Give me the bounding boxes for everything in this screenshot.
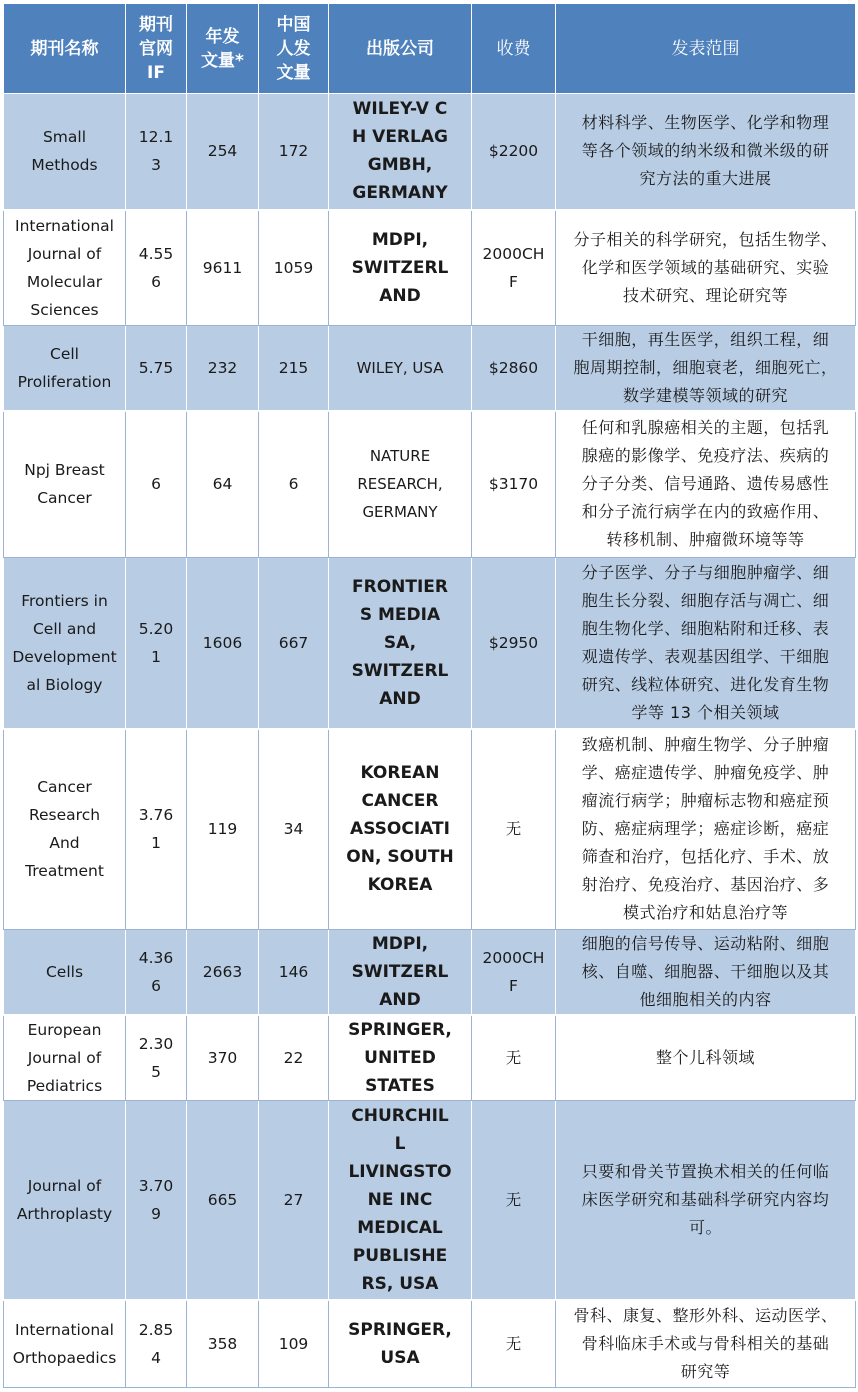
cell-impact-factor xyxy=(126,929,187,1015)
cell-scope xyxy=(556,326,856,412)
header-text: 中国 人发 文量 xyxy=(276,14,311,83)
cell-china-articles-text: 6 xyxy=(288,475,299,494)
cell-scope xyxy=(556,411,856,557)
table-row xyxy=(4,326,856,412)
cell-fee xyxy=(472,326,556,412)
cell-china-articles-text: 22 xyxy=(283,1049,304,1067)
cell-publisher xyxy=(329,929,472,1015)
table-row xyxy=(4,210,856,326)
cell-journal-name-text: Npj Breast Cancer xyxy=(24,461,105,508)
cell-journal-name-text: Cell Proliferation xyxy=(17,345,112,391)
cell-china-articles xyxy=(259,94,329,210)
cell-china-articles-text: 1059 xyxy=(273,258,314,277)
cell-fee xyxy=(472,94,556,210)
header-text: 期刊名称 xyxy=(30,38,99,59)
cell-impact-factor xyxy=(126,1015,187,1101)
cell-scope xyxy=(556,557,856,729)
cell-publisher xyxy=(329,411,472,557)
cell-publisher xyxy=(329,1101,472,1300)
header-text: 发表范围 xyxy=(671,38,740,59)
cell-journal-name xyxy=(4,1015,126,1101)
cell-impact-factor xyxy=(126,326,187,412)
cell-scope-text: 细胞的信号传导、运动粘附、细胞 核、自噬、细胞器、干细胞以及其 他细胞相关的内容 xyxy=(581,933,830,1009)
cell-journal-name-text: International Orthopaedics xyxy=(12,1320,117,1367)
cell-china-articles-text: 667 xyxy=(278,633,309,652)
cell-impact-factor-text: 2.85 4 xyxy=(138,1320,174,1367)
cell-scope xyxy=(556,1101,856,1300)
cell-scope xyxy=(556,729,856,929)
cell-impact-factor xyxy=(126,557,187,729)
cell-impact-factor-text: 6 xyxy=(151,475,161,494)
cell-china-articles xyxy=(259,1015,329,1101)
cell-impact-factor-text: 2.30 5 xyxy=(138,1035,174,1081)
cell-publisher xyxy=(329,557,472,729)
cell-annual-articles xyxy=(187,411,259,557)
header-text: 年发 文量* xyxy=(201,26,244,71)
journal-table xyxy=(3,3,856,1388)
table-body xyxy=(4,94,856,1388)
cell-china-articles xyxy=(259,729,329,929)
cell-china-articles-text: 172 xyxy=(278,142,309,161)
cell-journal-name-text: Cancer Research And Treatment xyxy=(25,778,104,881)
cell-publisher xyxy=(329,1015,472,1101)
cell-scope-text: 分子相关的科学研究，包括生物学、 化学和医学领域的基础研究、实验 技术研究、理论研究等 xyxy=(573,229,838,305)
cell-journal-name-text: European Journal of Pediatrics xyxy=(26,1021,103,1095)
header-journal-name xyxy=(4,4,126,94)
cell-publisher-text: NATURE RESEARCH, GERMANY xyxy=(357,447,443,522)
cell-impact-factor-text: 3.76 1 xyxy=(138,806,174,853)
cell-impact-factor-text: 5.20 1 xyxy=(138,619,174,666)
cell-impact-factor xyxy=(126,1101,187,1300)
header-text: 收费 xyxy=(496,38,531,59)
cell-annual-articles xyxy=(187,326,259,412)
cell-impact-factor-text: 4.55 6 xyxy=(138,244,174,291)
cell-scope-text: 整个儿科领域 xyxy=(655,1048,755,1067)
cell-annual-articles-text: 358 xyxy=(207,1334,238,1353)
cell-annual-articles-text: 64 xyxy=(212,475,233,494)
cell-impact-factor-text: 3.70 9 xyxy=(138,1176,174,1223)
cell-publisher-text: SPRINGER, USA xyxy=(348,1319,452,1368)
cell-journal-name xyxy=(4,729,126,929)
cell-journal-name xyxy=(4,1101,126,1300)
cell-scope xyxy=(556,1300,856,1388)
cell-china-articles xyxy=(259,557,329,729)
cell-fee-text: 无 xyxy=(505,1190,522,1209)
cell-scope xyxy=(556,1015,856,1101)
header-annual-articles xyxy=(187,4,259,94)
cell-annual-articles xyxy=(187,1101,259,1300)
table-row xyxy=(4,1101,856,1300)
cell-fee xyxy=(472,729,556,929)
cell-publisher-text: FRONTIER S MEDIA SA, SWITZERL AND xyxy=(351,576,449,709)
cell-scope-text: 分子医学、分子与细胞肿瘤学、细 胞生长分裂、细胞存活与凋亡、细 胞生物化学、细胞粘附和迁移、表 观遗传学、表观基因组学、干细胞 研究、线粒体研究、进化发育生物 学等 13 个相关领域 xyxy=(581,562,830,722)
cell-publisher xyxy=(329,1300,472,1388)
cell-china-articles xyxy=(259,1300,329,1388)
cell-china-articles xyxy=(259,929,329,1015)
cell-fee-text: $2860 xyxy=(488,359,539,377)
cell-fee xyxy=(472,411,556,557)
cell-publisher-text: MDPI, SWITZERL AND xyxy=(351,229,449,306)
cell-annual-articles-text: 119 xyxy=(207,820,238,839)
cell-china-articles-text: 109 xyxy=(278,1334,309,1353)
cell-fee-text: $2950 xyxy=(488,633,539,652)
header-text: 期刊 官网 IF xyxy=(139,14,173,83)
header-publisher xyxy=(329,4,472,94)
cell-publisher xyxy=(329,210,472,326)
cell-fee-text: 无 xyxy=(505,1334,522,1353)
cell-annual-articles xyxy=(187,729,259,929)
cell-china-articles-text: 215 xyxy=(278,359,309,377)
cell-fee xyxy=(472,1015,556,1101)
header-impact-factor xyxy=(126,4,187,94)
cell-china-articles-text: 27 xyxy=(283,1190,304,1209)
cell-china-articles xyxy=(259,1101,329,1300)
cell-annual-articles-text: 2663 xyxy=(202,962,243,981)
cell-scope-text: 致癌机制、肿瘤生物学、分子肿瘤 学、癌症遗传学、肿瘤免疫学、肿 瘤流行病学；肿瘤标志物和癌症预 防、癌症病理学；癌症诊断，癌症 筛查和治疗，包括化疗、手术、放 射治疗、免疫治疗、基因治疗、多 模式治疗和姑息治疗等 xyxy=(581,735,830,923)
cell-scope-text: 骨科、康复、整形外科、运动医学、 骨科临床手术或与骨科相关的基础 研究等 xyxy=(573,1305,838,1381)
cell-journal-name xyxy=(4,326,126,412)
cell-journal-name-text: Cells xyxy=(45,962,84,981)
cell-journal-name xyxy=(4,557,126,729)
cell-scope xyxy=(556,929,856,1015)
cell-journal-name xyxy=(4,411,126,557)
table-row xyxy=(4,1015,856,1101)
cell-journal-name-text: Journal of Arthroplasty xyxy=(16,1176,113,1223)
cell-fee-text: 2000CH F xyxy=(482,244,545,291)
table-row xyxy=(4,1300,856,1388)
cell-publisher xyxy=(329,326,472,412)
cell-fee xyxy=(472,557,556,729)
cell-fee xyxy=(472,1101,556,1300)
cell-scope xyxy=(556,210,856,326)
table-row xyxy=(4,411,856,557)
cell-annual-articles xyxy=(187,210,259,326)
cell-fee xyxy=(472,929,556,1015)
cell-publisher-text: SPRINGER, UNITED STATES xyxy=(348,1020,452,1096)
cell-publisher xyxy=(329,94,472,210)
header-fee xyxy=(472,4,556,94)
header-row xyxy=(4,4,856,94)
cell-fee-text: 2000CH F xyxy=(482,948,545,995)
cell-china-articles xyxy=(259,210,329,326)
cell-publisher-text: KOREAN CANCER ASSOCIATI ON, SOUTH KOREA xyxy=(346,763,454,896)
cell-annual-articles-text: 232 xyxy=(207,359,238,377)
cell-fee xyxy=(472,1300,556,1388)
header-china-articles xyxy=(259,4,329,94)
table-row xyxy=(4,729,856,929)
cell-impact-factor-text: 5.75 xyxy=(138,359,174,377)
cell-china-articles-text: 146 xyxy=(278,962,309,981)
cell-journal-name xyxy=(4,929,126,1015)
cell-publisher-text: WILEY, USA xyxy=(356,359,444,377)
cell-annual-articles-text: 665 xyxy=(207,1190,238,1209)
table-row xyxy=(4,94,856,210)
cell-annual-articles xyxy=(187,929,259,1015)
cell-journal-name-text: Small Methods xyxy=(31,128,98,175)
table-row xyxy=(4,929,856,1015)
cell-journal-name xyxy=(4,94,126,210)
cell-publisher-text: MDPI, SWITZERL AND xyxy=(351,933,449,1010)
cell-scope-text: 材料科学、生物医学、化学和物理 等各个领域的纳米级和微米级的研 究方法的重大进展 xyxy=(581,113,830,189)
table-row xyxy=(4,557,856,729)
cell-journal-name xyxy=(4,1300,126,1388)
cell-impact-factor xyxy=(126,1300,187,1388)
cell-impact-factor xyxy=(126,210,187,326)
cell-annual-articles-text: 370 xyxy=(207,1049,238,1067)
cell-scope-text: 任何和乳腺癌相关的主题，包括乳 腺癌的影像学、免疫疗法、疾病的 分子分类、信号通路、遗传易感性 和分子流行病学在内的致癌作用、 转移机制、肿瘤微环境等等 xyxy=(581,418,830,550)
cell-impact-factor-text: 12.1 3 xyxy=(138,128,174,175)
cell-journal-name-text: Frontiers in Cell and Development al Biology xyxy=(12,591,117,694)
cell-annual-articles xyxy=(187,1015,259,1101)
cell-china-articles xyxy=(259,411,329,557)
cell-fee-text: $3170 xyxy=(488,475,539,494)
cell-publisher-text: WILEY-V C H VERLAG GMBH, GERMANY xyxy=(352,99,448,204)
cell-annual-articles xyxy=(187,1300,259,1388)
cell-scope xyxy=(556,94,856,210)
cell-impact-factor xyxy=(126,94,187,210)
cell-china-articles-text: 34 xyxy=(283,820,304,839)
cell-china-articles xyxy=(259,326,329,412)
cell-fee xyxy=(472,210,556,326)
header-scope xyxy=(556,4,856,94)
cell-fee-text: 无 xyxy=(505,820,522,839)
cell-publisher-text: CHURCHIL L LIVINGSTO NE INC MEDICAL PUBLISHE RS, USA xyxy=(348,1105,452,1294)
cell-annual-articles xyxy=(187,94,259,210)
cell-annual-articles-text: 254 xyxy=(207,142,238,161)
cell-fee-text: $2200 xyxy=(488,142,539,161)
cell-publisher xyxy=(329,729,472,929)
cell-scope-text: 干细胞，再生医学，组织工程，细 胞周期控制，细胞衰老，细胞死亡， 数学建模等领域的研究 xyxy=(573,330,838,405)
cell-impact-factor-text: 4.36 6 xyxy=(138,948,174,995)
cell-annual-articles-text: 9611 xyxy=(202,258,243,277)
cell-journal-name xyxy=(4,210,126,326)
cell-fee-text: 无 xyxy=(505,1049,522,1067)
header-text: 出版公司 xyxy=(366,38,434,59)
cell-impact-factor xyxy=(126,729,187,929)
cell-annual-articles xyxy=(187,557,259,729)
cell-scope-text: 只要和骨关节置换术相关的任何临 床医学研究和基础科学研究内容均 可。 xyxy=(581,1161,830,1237)
cell-impact-factor xyxy=(126,411,187,557)
cell-annual-articles-text: 1606 xyxy=(202,633,243,652)
cell-journal-name-text: International Journal of Molecular Sciences xyxy=(15,216,114,319)
journal-table-container xyxy=(3,3,855,1388)
